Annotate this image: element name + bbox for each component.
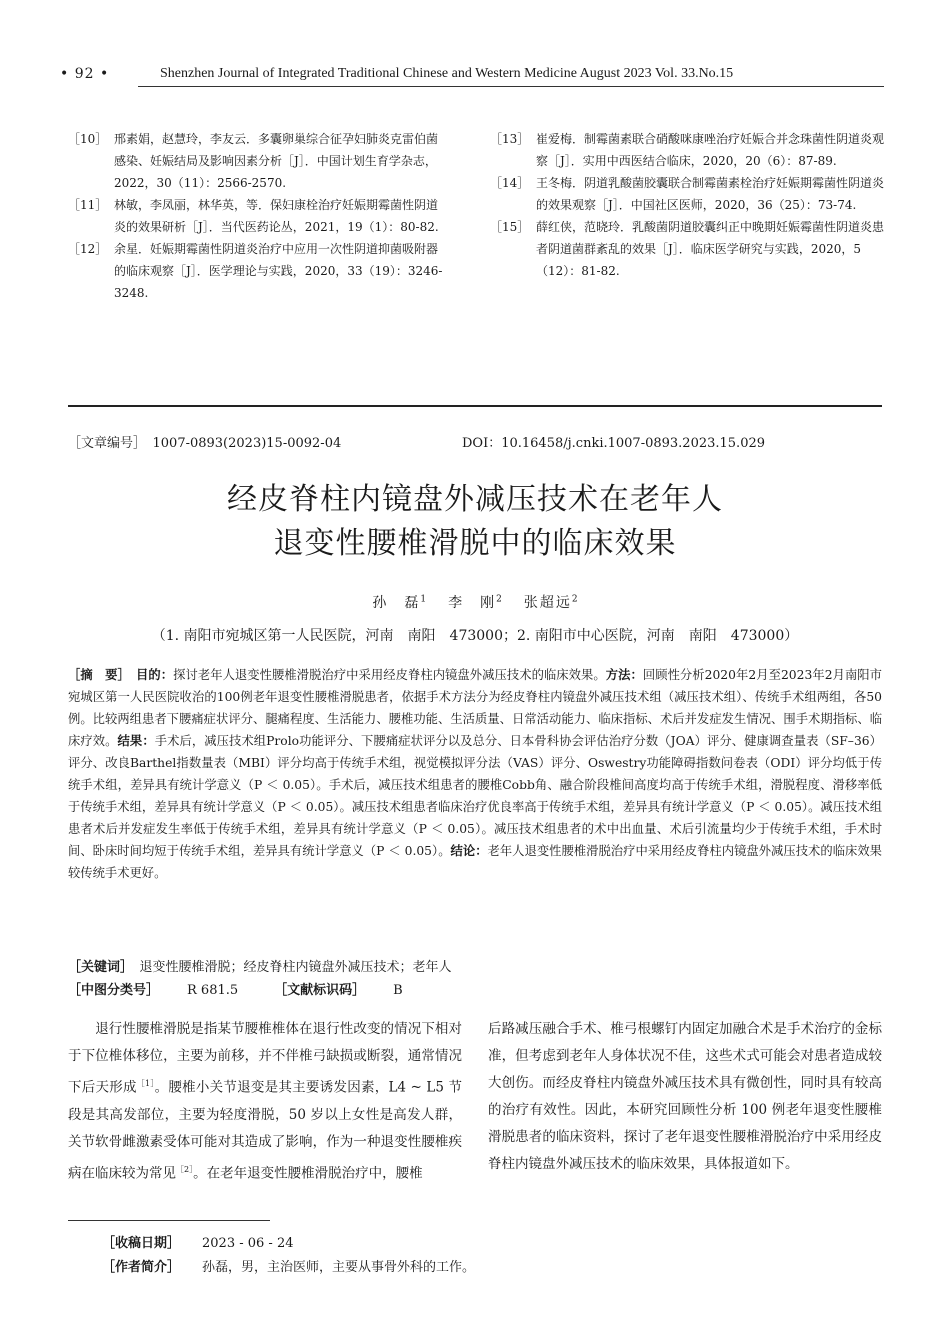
doi-link[interactable]: DOI：10.16458/j.cnki.1007-0893.2023.15.029 [462, 436, 766, 451]
reference-text: 王冬梅．阴道乳酸菌胶囊联合制霉菌素栓治疗妊娠期霉菌性阴道炎的效果观察［J］．中国社区医师，2020，36（25）：73-74. [536, 176, 885, 212]
author-affiliation-mark: 2 [496, 594, 502, 605]
affiliations: （1. 南阳市宛城区第一人民医院，河南 南阳 473000；2. 南阳市中心医院，河南 南阳 473000） [151, 628, 799, 644]
author-bio-label: ［作者简介］ [102, 1260, 181, 1275]
keywords-text: 退变性腰椎滑脱；经皮脊柱内镜盘外减压技术；老年人 [139, 960, 452, 975]
abstract [68, 664, 882, 884]
reference-item [68, 128, 448, 194]
body-right-column [488, 1016, 882, 1178]
author-affiliation-mark: 2 [571, 594, 578, 605]
received-date-row [102, 1232, 475, 1256]
reference-number: ［10］ [68, 132, 108, 146]
result-text: 手术后，减压技术组Prolo功能评分、下腰痛症状评分以及总分、日本骨科协会评估治疗分数（JOA）评分、健康调查量表（SF–36）评分、改良Barthel指数量表（MBI）评分均高于传统手术组，视觉模拟评分法（VAS）评分、Oswestry功能障碍指数问卷表（ODI）评分均低于传统手术组，差异具有统计学意义（P ＜ 0.05）。手术后，减压技术组患者的腰椎Cobb角、融合阶段椎间高度均高于传统手术组，滑脱程度、滑移率低于传统手术组，差异具有统计学意义（P ＜ 0.05）。减压技术组患者临床治疗优良率高于传统手术组，差异具有统计学意义（P ＜ 0.05）。减压技术组患者术后并发症发生率低于传统手术组，差异具有统计学意义（P ＜ 0.05）。减压技术组患者的术中出血量、术后引流量均少于传统手术组，手术时间、卧床时间均短于传统手术组，差异具有统计学意义（P ＜ 0.05）。 [68, 734, 882, 858]
article-title [0, 478, 950, 566]
body-paragraph: 。在老年退变性腰椎滑脱治疗中，腰椎 [193, 1165, 423, 1181]
author-bio-row [102, 1256, 475, 1280]
author-name: 孙 磊 [372, 595, 421, 611]
reference-number: ［14］ [490, 176, 530, 190]
header-rule [138, 86, 884, 87]
reference-number: ［13］ [490, 132, 530, 146]
references-right-column [490, 128, 886, 282]
keywords-label: ［关键词］ [68, 960, 127, 975]
reference-number: ［12］ [68, 242, 108, 256]
class-label: ［中图分类号］ [68, 983, 160, 998]
conclusion-label: 结论： [450, 844, 488, 858]
objective-label: 目的： [136, 668, 174, 682]
result-label: 结果： [117, 734, 155, 748]
reference-text: 邢素娟，赵慧玲，李友云．多囊卵巢综合征孕妇肺炎克雷伯菌感染、妊娠结局及影响因素分析［J］．中国计划生育学杂志，2022，30（11）：2566-2570. [114, 132, 439, 190]
reference-text: 林敏，李凤丽，林华英，等．保妇康栓治疗妊娠期霉菌性阴道炎的效果研析［J］．当代医药论丛，2021，19（1）：80-82. [114, 198, 439, 234]
reference-text: 薛红侠，范晓玲．乳酸菌阴道胶囊纠正中晚期妊娠霉菌性阴道炎患者阴道菌群紊乱的效果［J］．临床医学研究与实践，2020，5（12）：81-82. [536, 220, 885, 278]
section-divider [68, 405, 882, 407]
reference-number: ［11］ [68, 198, 108, 212]
author-list [0, 592, 950, 612]
reference-item [490, 128, 886, 172]
classification-row [68, 980, 882, 1002]
received-label: ［收稿日期］ [102, 1236, 181, 1251]
reference-item [68, 194, 448, 238]
method-text: 回顾性分析2020年2月至2023年2月南阳市宛城区第一人民医院收治的100例老年退变性腰椎滑脱患者，依据手术方法分为经皮脊柱内镜盘外减压技术组（减压技术组）、传统手术组两组，各50例。比较两组患者下腰痛症状评分、腿痛程度、生活能力、腰椎功能、生活质量、日常活动能力、临床指标、术后并发症发生情况、围手术期指标、临床疗效。 [68, 668, 882, 748]
references-left-column [68, 128, 448, 304]
received-date: 2023 - 06 - 24 [202, 1236, 294, 1251]
article-number: ［文章编号］ 1007-0893(2023)15-0092-04 [68, 436, 342, 451]
author-affiliation-mark: 1 [420, 594, 427, 605]
class-value: R 681.5 [187, 983, 239, 998]
citation-ref[interactable]: ［1］ [136, 1079, 155, 1088]
body-paragraph: 退行性腰椎滑脱是指某节腰椎椎体在退行性改变的情况下相对于下位椎体移位，主要为前移，并不伴椎弓缺损或断裂，通常情况下后天形成 [68, 1021, 463, 1096]
method-label: 方法： [605, 668, 643, 682]
keywords [68, 957, 882, 979]
citation-ref[interactable]: ［2］ [176, 1164, 194, 1174]
reference-text: 余星．妊娠期霉菌性阴道炎治疗中应用一次性阴道抑菌吸附器的临床观察［J］．医学理论与实践，2020，33（19）：3246-3248. [114, 242, 443, 300]
objective-text: 探讨老年人退变性腰椎滑脱治疗中采用经皮脊柱内镜盘外减压技术的临床效果。 [173, 668, 606, 682]
author-name: 李 刚 [448, 595, 497, 611]
journal-header: Shenzhen Journal of Integrated Traditional Chinese and Western Medicine August 2023 Vol. 33.No.15 [160, 66, 734, 81]
footnote-rule [68, 1220, 270, 1221]
reference-item [68, 238, 448, 304]
title-line-2: 退变性腰椎滑脱中的临床效果 [273, 526, 677, 561]
page-number: • 92 • [60, 66, 110, 82]
reference-item [490, 172, 886, 216]
footnote [102, 1232, 475, 1280]
title-line-1: 经皮脊柱内镜盘外减压技术在老年人 [227, 482, 723, 517]
author-name: 张超远 [523, 595, 572, 611]
body-paragraph: 后路减压融合手术、椎弓根螺钉内固定加融合术是手术治疗的金标准，但考虑到老年人身体状况不佳，这些术式可能会对患者造成较大创伤。而经皮脊柱内镜盘外减压技术具有微创性，同时具有较高的治疗有效性。因此，本研究回顾性分析 100 例老年退变性腰椎滑脱患者的临床资料，探讨了老年退变性腰椎滑脱治疗中采用经皮脊柱内镜盘外减压技术的临床效果，具体报道如下。 [488, 1021, 882, 1172]
reference-text: 崔爱梅．制霉菌素联合硝酸咪康唑治疗妊娠合并念珠菌性阴道炎观察［J］．实用中西医结合临床，2020，20（6）：87-89. [536, 132, 885, 168]
body-paragraph: 。腰椎小关节退变是其主要诱发因素，L4 ~ L5 节段是其高发部位，主要为轻度滑脱，50 岁以上女性是高发人群，关节软骨雌激素受体可能对其造成了影响，作为一种退变性腰椎疾病在临床较为常见 [68, 1079, 463, 1181]
doc-code-value: B [393, 983, 403, 998]
reference-item [490, 216, 886, 282]
conclusion-text: 老年人退变性腰椎滑脱治疗中采用经皮脊柱内镜盘外减压技术的临床效果较传统手术更好。 [68, 844, 882, 880]
doc-code-label: ［文献标识码］ [274, 983, 366, 998]
body-left-column [68, 1016, 462, 1187]
reference-number: ［15］ [490, 220, 530, 234]
author-bio: 孙磊，男，主治医师，主要从事骨外科的工作。 [202, 1260, 476, 1275]
abstract-label: ［摘 要］ [68, 668, 124, 682]
